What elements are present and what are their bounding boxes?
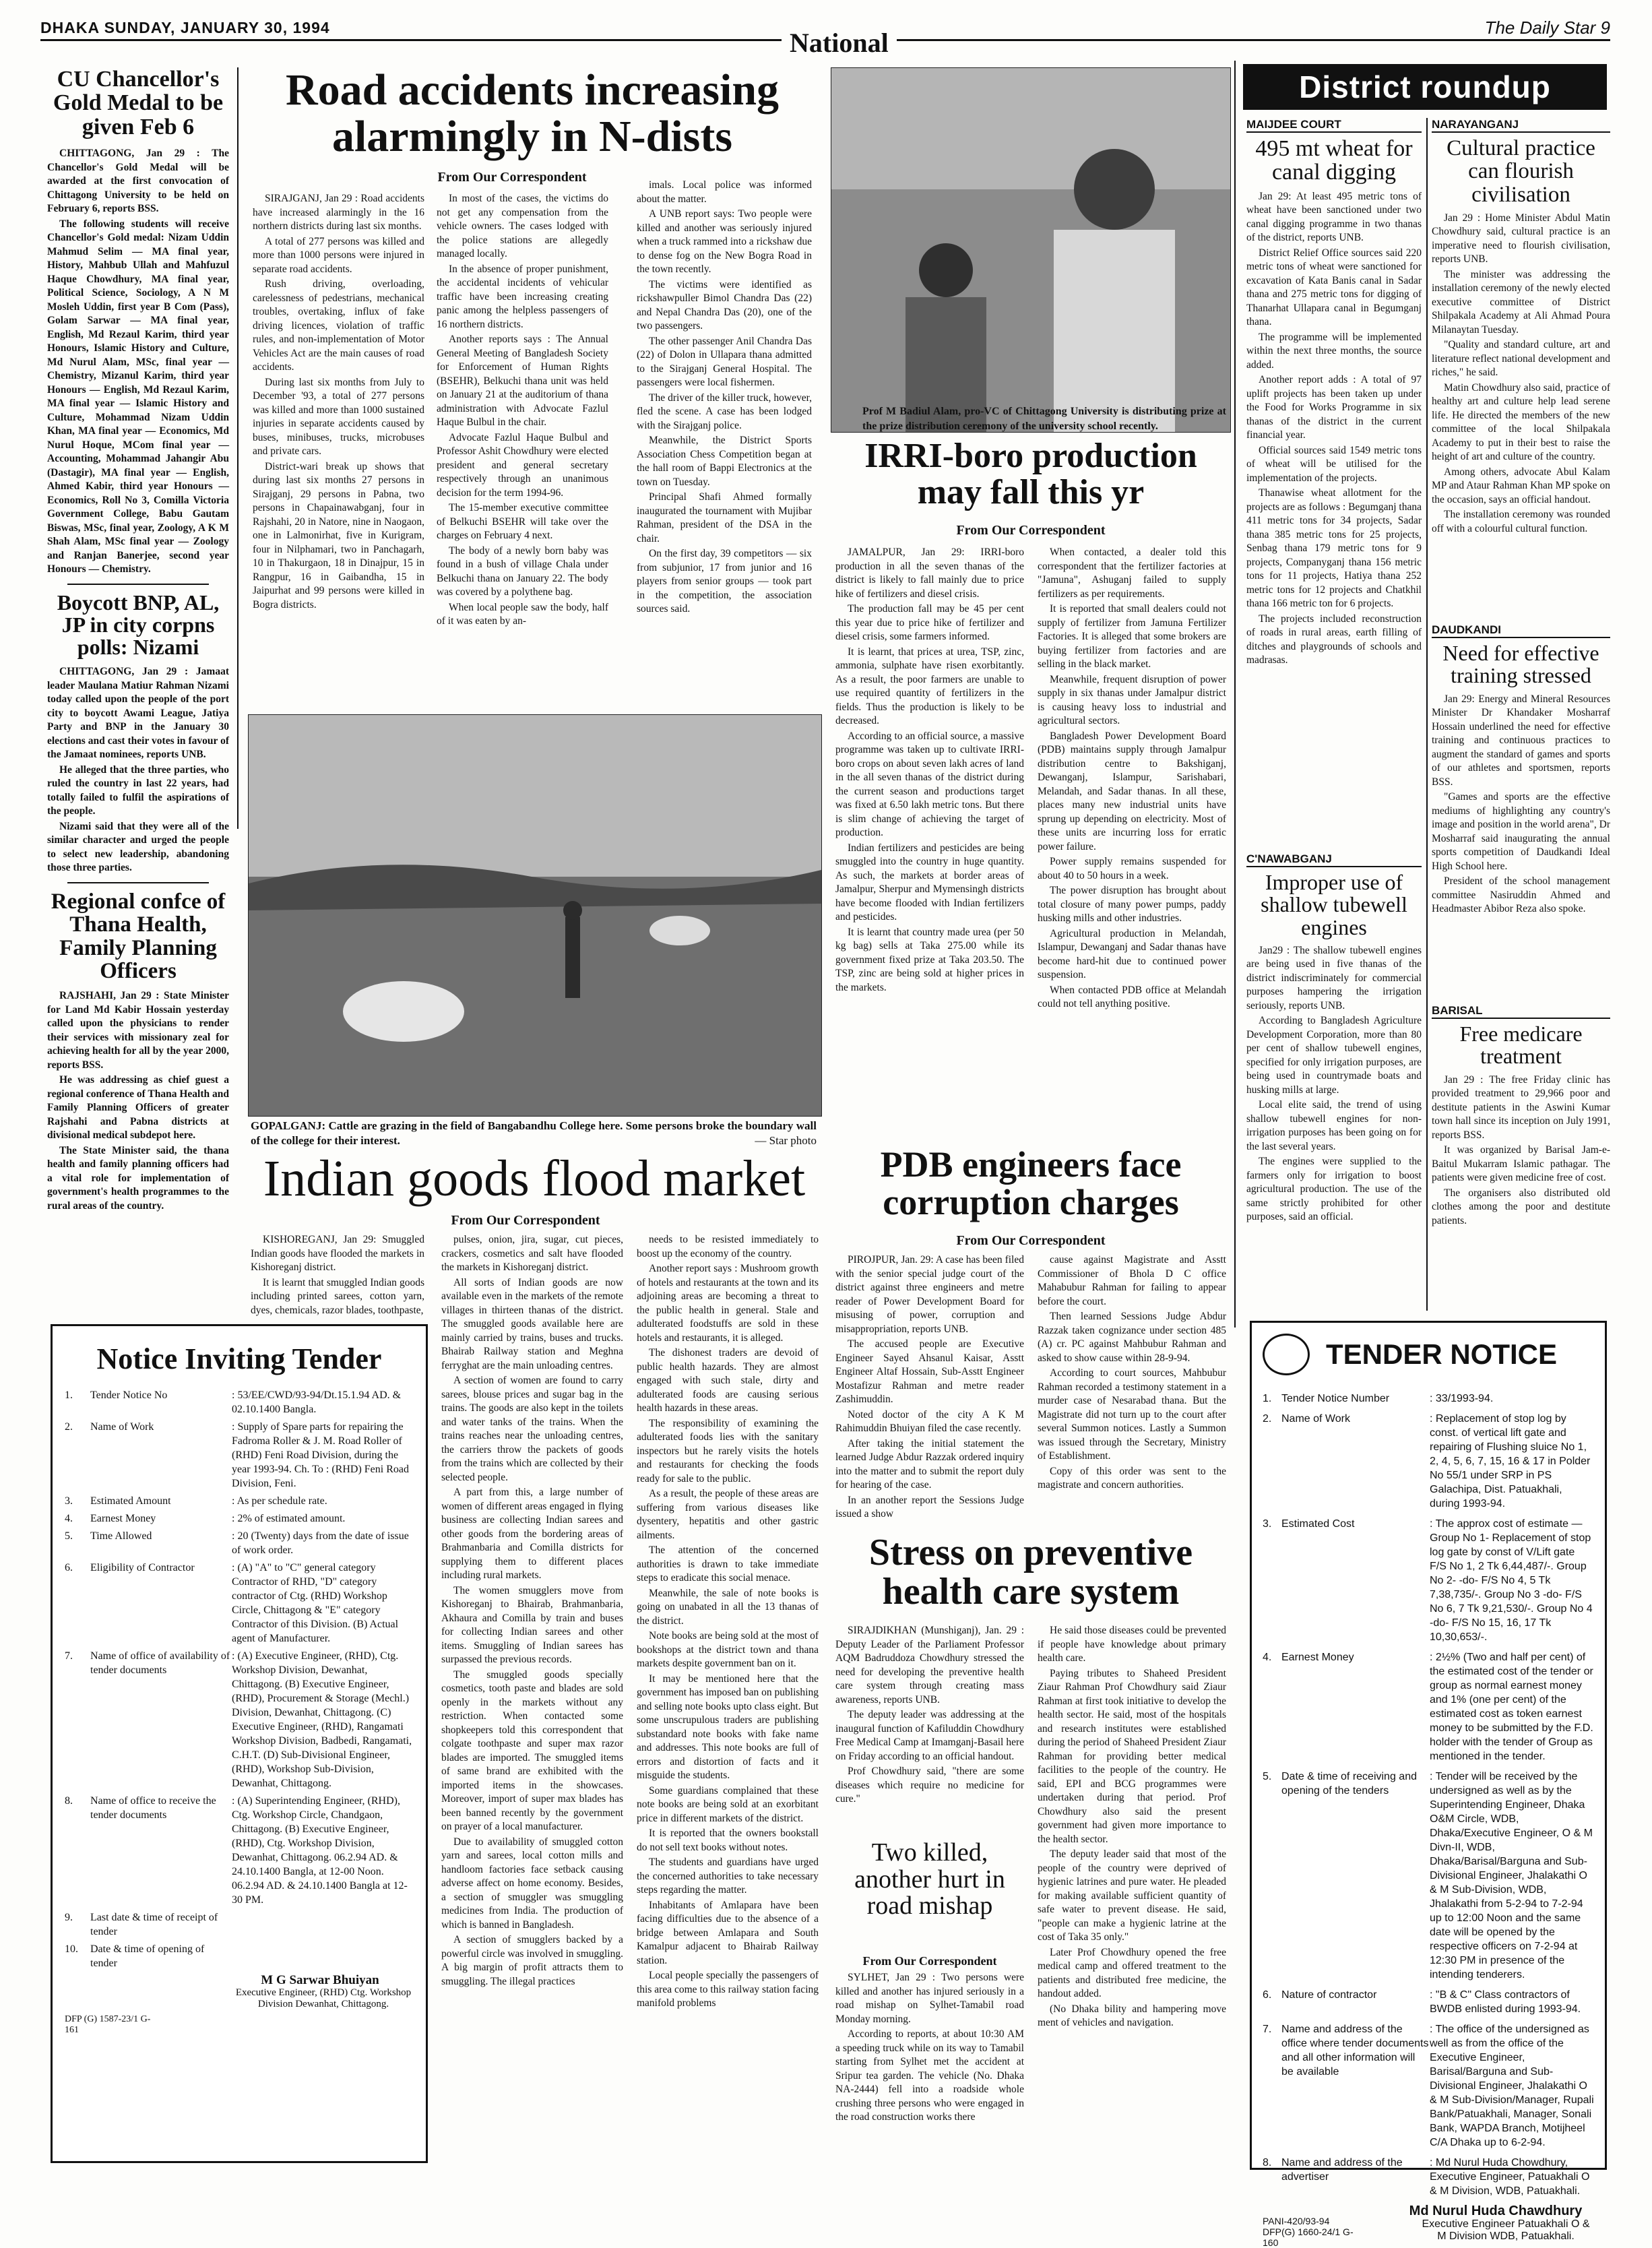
cattle-caption: GOPALGANJ: Cattle are grazing in the field of Bangabandhu College here. Some persons broke the boundary wall of the college for their interest. — Star photo — [251, 1119, 817, 1147]
killed-body: SYLHET, Jan 29 : Two persons were killed and another has injured seriously in a road mishap on Sylhet-Tamabil road Monday morning. According to reports, at about 10:30 AM a speeding truck while on its way to Tamabil starting from Sylhet met the accident at Sripur tea garden. The vehicle (No. Dhaka NA-2444) fell into a roadside whole crushing three persons who were engaged in the road construction works there — [835, 1972, 1024, 2123]
tender2-row — [1263, 1770, 1594, 1982]
tender1-row-value — [232, 1910, 414, 1939]
tender1-title: Notice Inviting Tender — [96, 1342, 382, 1375]
road-col-2: In most of the cases, the victims do not get any compensation from the vehicle owners. The cases lodged with the police stations are allegedly managed locally. In the absence of proper punishment, the accidental incidents of vehicular traffic have been increasing creating panic among the helpless passengers of 16 northern districts. Another reports says : The Annual General Meeting of Bangladesh Society for Enforcement of Human Rights (BSEHR), Belkuchi thana unit was held on January 21 at the auditorium of thana administration with Advocate Fazlul Haque Bulbul in the chair. Advocate Fazlul Haque Bulbul and Professor Ashit Chowdhury were elected president and general secretary respectively through an unanimous decision for the term 1994-96. The 15-member executive committee of Belkuchi BSEHR will take over the charges on February 4 next. The body of a newly born baby was found in a bush of village Chala under Belkuchi thana on January 22. The body was covered by a polythene bag. When local people saw the body, half of it was eaten by an- — [437, 193, 608, 627]
tender1-rows — [65, 1388, 414, 1970]
irri-headline: IRRI-boro production may fall this yr — [864, 437, 1197, 512]
tender1-row-num: 1. — [65, 1389, 73, 1401]
narayanganj-headline: Cultural practice can flourish civilisation — [1447, 136, 1595, 207]
tender1-row — [65, 1529, 414, 1557]
killed-byline: From Our Correspondent — [862, 1954, 997, 1968]
tender1-row-label: Eligibility of Contractor — [90, 1561, 195, 1573]
tender1-row-label: Earnest Money — [90, 1512, 156, 1524]
indian-col-3: needs to be resisted immediately to boost up the economy of the country. Another report says : Mushroom growth of hotels and restaurants at the town and its adjoining areas are becoming a threat to the public health in general. Stale and adulterated foodstuffs are sold in these hotels and restaurants, it is alleged. The dishonest traders are devoid of public health hazards. They are almost engaged with such stale, dirty and adulterated foods are causing serious health hazards in these areas. The responsibility of examining the adulterated foods lies with the sanitary inspectors but he rarely visits the hotels and restaurants for checking the foods ready for sale to the public. As a result, the people of these areas are suffering from various diseases like dysentery, hepatitis and other gastric ailments. The attention of the concerned authorities is drawn to take immediate steps to eradicate this social menace. Meanwhile, the sale of note books is going on unabated in all the 13 thanas of the district. Note books are being sold at the most of bookshops at the district town and thana markets despite government ban on it. It may be mentioned here that the government has imposed ban on publishing and selling note books upto class eight. But some unscrupulous traders are publishing substandard note books with fake name and addresses. This note books are full of errors and distortion of facts and it misguide the students. Some guardians complained that these note books are being sold at an exorbitant price in different markets of the district. It is reported that the owners bookstall do not sell text books without notes. The students and guardians have urged the concerned authorities to take necessary steps regarding the matter. Inhabitants of Amlapara have been facing difficulties due to the absence of a bridge between Amlapara and South Kamalpur adjacent to Bhairab Railway station. Local people specially the passengers of this area come to this railway station facing manifold problems — [637, 1234, 819, 2009]
tender1-row-label: Estimated Amount — [90, 1495, 171, 1507]
tender1-row-value: : (A) Executive Engineer, (RHD), Ctg. Workshop Division, Dewanhat, Chittagong. (B) Executive Engineer, (RHD), Procurement & Storage (Mechl.) Division, Dewanhat, Chittagong. (C) Executive Engineer, (RHD), Rangamati Workshop Division, Badbedi, Rangamati, C.H.T. (D) Sub-Divisional Engineer, (RHD), Workshop Sub-Division, Dewanhat, Chittagong. — [232, 1650, 412, 1789]
masthead — [40, 9, 1610, 58]
tender1-row-value — [232, 1942, 414, 1970]
tender2-row — [1263, 1392, 1594, 1406]
road-byline: From Our Correspondent — [437, 170, 587, 185]
tender1-row-label: Tender Notice No — [90, 1389, 168, 1401]
tender1-row-value: : (A) Superintending Engineer, (RHD), Ctg. Workshop Circle, Chandgaon, Chittagong. (B) Executive Engineer, (RHD), Ctg. Workshop Division, Dewanhat, Chittagong. 06.2.94 AD. & 24.10.1400 Bangla, at 12-00 Noon. 06.2.94 AD. & 24.10.1400 Bangla at 12-30 PM. — [232, 1794, 408, 1906]
barisal-body: Jan 29 : The free Friday clinic has provided treatment to 29,966 poor and destitute patients in the Aswini Kumar town hall since its inception on July 1991, reports BSS. It was organized by Barisal Jam-e-Baitul Mukarram Islamic pathagar. The patients were given medicine free of cost. The organisers also distributed old clothes among the poor and destitute patients. — [1432, 1073, 1610, 1226]
tender2-row-num: 2. — [1263, 1413, 1272, 1425]
tender1-row-value: : 20 (Twenty) days from the date of issue of work order. — [232, 1530, 409, 1556]
daudkandi-headline: Need for effective training stressed — [1442, 641, 1599, 688]
tender2-row-label: Name of Work — [1281, 1413, 1350, 1425]
tender1-row-label: Name of office of availability of tender documents — [90, 1650, 230, 1676]
tender1-row-num: 2. — [65, 1420, 73, 1433]
tender2-row-value: : Tender will be received by the undersigned as well as by the Superintending Engineer, Dhaka O&M Circle, WDB, Dhaka/Executive Engineer, O & M Divn-II, WDB, Dhaka/Barisal/Barguna and Sub-Divisional Engineer, Jhalakathi O & M Sub-Division, WDB, Jhalakathi from 5-2-94 to 7-2-94 up to 12:00 Noon and the same date will be opened by the respective officers on 7-2-94 at 12:30 PM in presence of the intending tenderers. — [1430, 1771, 1593, 1980]
daudkandi-story — [1432, 623, 1610, 982]
irri-col-2: When contacted, a dealer told this correspondent that the fertilizer factories at "Jamuna", Ashuganj failed to supply fertilizers as per requirements. It is reported that small dealers could not supply of fertilizer from Jamuna Fertilizer Factories. It is alleged that some brokers are buying fertilizer from factories and are selling in the black market. Meanwhile, frequent disruption of power supply in six thanas under Jamalpur district is causing heavy loss to industrial and agricultural sectors. Bangladesh Power Development Board (PDB) maintains supply through Jamalpur distribution centre to Bakshiganj, Dewanganj, Islampur, Sarishabari, Melandah, and Sadar thanas. In all these, places many new industrial units have sprung up depending on electricity. Most of these units are incurring loss for erratic power failure. Power supply remains suspended for about 40 to 50 hours in a week. The power disruption has brought about total closure of many power pumps, paddy husking mills and other industries. Agricultural production in Melandah, Islampur, Dewanganj and Sadar thanas have become hard-hit due to continued power suspension. When contacted PDB office at Melandah could not tell anything positive. — [1038, 547, 1226, 1009]
tender1-row-value: : 2% of estimated amount. — [232, 1512, 346, 1524]
regional-headline: Regional confce of Thana Health, Family Planning Officers — [51, 889, 226, 983]
dateline: DHAKA SUNDAY, JANUARY 30, 1994 — [40, 19, 330, 36]
tender1-row-num: 6. — [65, 1561, 73, 1573]
wdb-logo-icon — [1263, 1334, 1310, 1375]
section-title: National — [782, 27, 897, 59]
road-col-3: imals. Local police was informed about the matter. A UNB report says: Two people were killed and another was seriously injured when a truck rammed into a rickshaw due to dense fog on the New Bogra Road in the town recently. The victims were identified as rickshawpuller Bimol Chandra Das (22) and Nepal Chandra Das (20), one of the two passengers. The other passenger Anil Chandra Das (22) of Dolon in Ullapara thana admitted to the Sirajganj General Hospital. The passengers were local fishermen. The driver of the killer truck, however, fled the scene. A case has been lodged with the Sirajganj police. Meanwhile, the District Sports Association Chess Competition began at the hall room of Bappi Electronics at the town on Tuesday. Principal Shafi Ahmed formally inaugurated the tournament with Mujibar Rahman, president of the DSA in the chair. On the first day, 39 competitors — six from subjunior, 17 from junior and 16 players from senior groups — took part in the competition, the association sources said. — [637, 179, 812, 615]
daudkandi-body: Jan 29: Energy and Mineral Resources Minister Dr Khandaker Mosharraf Hossain underlined the need for effective training and continuous practices to augment the standard of games and sports of our athletes and sportsmen, reports BSS. "Games and sports are the effective mediums of highlighting any country's image and position in the world arena", Dr Mosharraf said inaugurating the annual sports competition of Daudkandi Ideal High School here. President of the school management committee Nasiruddin Ahmed and Headmaster Abibor Reza also spoke. — [1432, 693, 1610, 915]
irri-byline: From Our Correspondent — [956, 523, 1106, 538]
tender2-signer: Md Nurul Huda Chawdhury — [1409, 2204, 1583, 2218]
tender1-row — [65, 1794, 414, 1907]
tender1-row-num: 5. — [65, 1530, 73, 1542]
maijdee-story — [1246, 118, 1422, 817]
newspaper-name: The Daily Star 9 — [1484, 18, 1610, 38]
stress-col-2: He said those diseases could be prevented if people have knowledge about primary health care. Paying tributes to Shaheed President Ziaur Rahman Prof Chowdhury said Ziaur Rahman at first took initiative to develop the health sector. He said, most of the hospitals and research institutes were established during the period of Shaheed President Ziaur Rahman for providing better medical facilities to the people of the country. He said, EPI and BCG programmes were undertaken during that period. Prof Chowdhury also said the present government had given more importance to the health sector. The deputy leader said that most of the people of the country were deprived of hygienic latrines and pure water. He pleaded for making available sufficient quantity of safe water to prevent disease. He said, "people can make a hygienic latrine at the cost of Taka 35 only." Later Prof Chowdhury opened the free medical camp and offered treatment to the patients and distributed free medicine, the handout added. (No Dhaka bility and hampering move ment of vehicles and navigation. — [1038, 1625, 1226, 2028]
tender2-rows — [1263, 1392, 1594, 2198]
cu-body: CHITTAGONG, Jan 29 : The Chancellor's Gold Medal will be awarded at the first convocation of Chittagong University to be held on February 6, reports BSS. The following students will receive Chancellor's Gold medal: Nizam Uddin Mahmud Selim — MA final year, History, Mahbub Ullah and Mahfuzul Haque Chowdhury, MA final year, Political Science, Sociology, A N M Mosleh Uddin, first year B Com (Pass), Golam Sarwar — MA final year, English, Md Rezaul Karim, third year Honours, Islamic History and Culture, Md Nurul Alam, MSc, final year — Chemistry, Mizanul Karim, third year Honours — English, Md Rezaul Karim, MA final year — Islamic History and Culture, Mohammad Nizam Uddin Khan, MA final year — Economics, Md Nurul Hoque, MCom final year — Accounting, Mohammad Jahangir Abu (Dastagir), MA final year — English, Ahmed Kabir, third year Honours — Economics, Roll No 3, Comilla Victoria Government College, Babu Gautam Biswas, MSc, final year, Zoology, A K M Shah Alam, MSc final year — Zoology and Ranjan Banerjee, second year Honours — Chemistry. — [47, 148, 229, 575]
tender2-row-label: Tender Notice Number — [1281, 1393, 1390, 1404]
barisal-story — [1432, 1004, 1610, 1255]
tender1-row — [65, 1388, 414, 1416]
tender2-row-label: Nature of contractor — [1281, 1989, 1377, 2001]
tender1-row-num: 10. — [65, 1943, 78, 1955]
tender1-row-label: Name of office to receive the tender documents — [90, 1794, 216, 1821]
prize-photo-illustration — [831, 68, 1230, 432]
boycott-headline: Boycott BNP, AL, JP in city corpns polls: Nizami — [57, 590, 220, 660]
tender1-row-num: 4. — [65, 1512, 73, 1524]
maijdee-body: Jan 29: At least 495 metric tons of wheat have been sanctioned under two canal digging programme in two thanas of the district, reports UNB. District Relief Office sources said 220 metric tons of wheat were sanctioned for excavation of Kata Banis canal in Sadar thana and 275 metric tons for digging of Thanarhat Ullapara canal in Begumganj thana. The programme will be implemented within the next three months, the source added. Another report adds : A total of 97 uplift projects has been taken up under the Food for Works Programme in six thanas of the district in the current financial year. Official sources said 1549 metric tons of wheat will be utilised for the implementation of the projects. Thanawise wheat allotment for the projects are as follows : Begumganj thana 411 metric tons for 34 projects, Sadar thana 385 metric tons for 25 projects, Senbag thana 179 metric tons for 9 projects, Companyganj thana 156 metric tons for 11 projects, Hatiya thana 252 metric tons for 12 projects and Chatkhil thana 166 metric ton for 6 projects. The projects included reconstruction of roads in rural areas, earth filling of ditches and playgrounds of schools and madrasas. — [1246, 190, 1422, 666]
tender2-row — [1263, 1650, 1594, 1763]
tender2-row — [1263, 2022, 1594, 2150]
tender1-row — [65, 1910, 414, 1939]
tender2-row — [1263, 1988, 1594, 2016]
tender1-row-value: : Supply of Spare parts for repairing the Fadroma Roller & J. M. Road Roller of (RHD) Feni Road Division, during the year 1993-94. Ch. To : (RHD) Feni Road Division, Feni. — [232, 1420, 409, 1489]
tender2-title: TENDER NOTICE — [1326, 1338, 1558, 1371]
prize-photo — [831, 67, 1231, 433]
tender1-row-value: : (A) "A" to "C" general category Contractor of RHD, "D" category contractor of Ctg. (RHD) Workshop Circle, Chittagong & "E" category Contractor of this Division. (B) Actual agent of Manufacturer. — [232, 1561, 399, 1644]
tender2-row-num: 8. — [1263, 2157, 1272, 2168]
barisal-place: BARISAL — [1432, 1004, 1610, 1019]
tender2-row-num: 4. — [1263, 1652, 1272, 1663]
cattle-photo-illustration — [249, 715, 821, 1116]
tender1-row — [65, 1494, 414, 1508]
tender-notice — [1250, 1321, 1607, 2248]
tender2-row-label: Name and address of the office where tender documents and all other information will be available — [1281, 2024, 1429, 2078]
tender2-row-num: 7. — [1263, 2024, 1272, 2035]
indian-headline: Indian goods flood market — [263, 1150, 806, 1207]
tender1-row-num: 7. — [65, 1650, 73, 1662]
tender2-row — [1263, 2156, 1594, 2198]
maijdee-place: MAIJDEE COURT — [1246, 118, 1422, 133]
tender2-row-value: : 33/1993-94. — [1430, 1393, 1494, 1404]
tender1-row — [65, 1649, 414, 1790]
pdb-col-2: cause against Magistrate and Asstt Commissioner of Bhola D C office Mahabubur Rahman for failing to appear before the court. Then learned Sessions Judge Abdur Razzak taken cognizance under section 485 (A) cr. PC against Mahbubur Rahman and asked to show cause within 28-9-94. According to court sources, Mahbubur Rahman recorded a testimony statement in a murder case of Nesarabad thana. But the Magistrate did not turn up to the court after several Summon notices. Lastly a Summon was issued through the Secretary, Ministry of Establishment. Copy of this order was sent to the magistrate and concern authorities. — [1038, 1254, 1226, 1491]
tender2-row-num: 1. — [1263, 1393, 1272, 1404]
indian-col-2: pulses, onion, jira, sugar, cut pieces, crackers, cosmetics and salt have flooded the markets in Kishoreganj district. All sorts of Indian goods are now available even in the markets of the remote villages in thirteen thanas of the district. The smuggled goods available here are mainly carried by trains, buses and trucks. Bhairab Railway station and Meghna ferryghat are the main unloading centres. A section of women are found to carry sarees, blouse prices and sugar bag in the trains. The goods are also kept in the toilets and water tanks of the trains. When the trains reaches near the unloading centres, the carriers throw the packets of goods from the trains which are collected by their selected people. A part from this, a large number of women of different areas engaged in flying business are collecting Indian sarees and other goods from the bordering areas of Brahmanbaria and Comilla districts for supplying them to different places including rural markets. The women smugglers move from Kishoreganj to Bhairab, Brahmanbaria, Akhaura and Comilla by train and buses for collecting Indian sarees and other items. Smuggling of Indian sarees has surpassed the previous records. The smuggled goods specially cosmetics, tooth paste and blades are sold openly in the markets without any restriction. When contacted some shopkeepers told this correspondent that colgate toothpaste and super max razor blades are imported. The smuggled items of same brand are exhibited with the imported items in the showcases. Moreover, import of super max blades has been banned recently by the government on prayer of a local manufacturer. Due to availability of smuggled cotton yarn and sarees, local cotton mills and handloom factories face setback causing adverse affect on home economy. Besides, a section of smuggler was smuggling medicines from India. The production of which is banned in Bangladesh. A section of smugglers backed by a powerful circle was involved in smuggling. A big margin of profit attracts them to smuggling. The illegal practices — [441, 1234, 623, 1987]
tender1-signer: M G Sarwar Bhuiyan — [261, 1972, 379, 1987]
irri-col-1: JAMALPUR, Jan 29: IRRI-boro production in all the seven thanas of the district is likely to fall mainly due to price hike of fertilizers and diesel crisis. The production fall may be 45 per cent this year due to price hike of fertilizer and diesel crisis, some farmers informed. It is learnt, that prices at urea, TSP, zinc, ammonia, sulphate have risen exorbitantly. As a result, the poor farmers are unable to use required quantity of fertilizers in the fields. Thus the production is likely to be decreased. According to an official source, a massive programme was taken up to cultivate IRRI-boro crops on about seven lakh acres of land in the all seven thanas of the district during the current season and productions target was fixed at 6.50 lakh metric tons. But there is slim change of achieving the target of production. Indian fertilizers and pesticides are being smuggled into the country in huge quantity. As such, the markets at border areas of Jamalpur, Sherpur and Mymensingh districts have become flooded with Indian fertilizers and pesticides. It is learnt that country made urea (per 50 kg bag) sells at Taka 275.00 while its government fixed prize at Taka 203.50. The TSP, zinc are being sold at higher prices in the markets. — [835, 547, 1024, 993]
maijdee-headline: 495 mt wheat for canal digging — [1255, 136, 1413, 185]
indian-byline: From Our Correspondent — [451, 1213, 600, 1228]
tender1-row — [65, 1511, 414, 1526]
tender1-row-num: 8. — [65, 1794, 73, 1807]
tender1-row-label: Date & time of opening of tender — [90, 1943, 205, 1969]
narayanganj-place: NARAYANGANJ — [1432, 118, 1610, 133]
tender2-row-label: Name and address of the advertiser — [1281, 2157, 1403, 2183]
tender2-signer-title: Executive Engineer Patuakhali O & M Division WDB, Patuakhali. — [1422, 2218, 1590, 2242]
narayanganj-story — [1432, 118, 1610, 582]
pdb-headline: PDB engineers face corruption charges — [880, 1144, 1182, 1223]
prize-caption: Prof M Badiul Alam, pro-VC of Chittagong University is distributing prize at the prize distribution ceremony of the university school recently. — [862, 406, 1226, 432]
nawabganj-body: Jan29 : The shallow tubewell engines are being used in five thanas of the district indiscriminately for commercial purposes hampering the irrigation seriously, reports UNB. According to Bangladesh Agriculture Development Corporation, more than 80 per cent of shallow tubewell engines, specified for only irrigation purposes, are being used in countrymade boats and husking mills at large. Local elite said, the trend of using shallow tubewell engines for non-irrigation purposes has been going on for the last several years. The engines were supplied to the farmers only for irrigation to boost agricultural production. The use of the same strictly prohibited for other purposes, said an official. — [1246, 944, 1422, 1223]
pdb-col-1: PIROJPUR, Jan. 29: A case has been filed with the senior special judge court of the district against three engineers and metre reader of Power Development Board for misusing of power, corruption and misappropriation, reports UNB. The accused people are Executive Engineer Sayed Ahsanul Kaisar, Asstt Engineer Altaf Hossain, Sub-Asstt Engineer Mostafizur Rahman and metre reader Zashimuddin. Noted doctor of the city A K M Rahimuddin Bhuiyan filed the case recently. After taking the initial statement the learned Judge Abdur Razzak ordered inquiry into the matter and to submit the report duly for hearing of the case. In an another report the Sessions Judge issued a show — [835, 1254, 1024, 1520]
tender1-signer-title: Executive Engineer, (RHD) Ctg. Workshop Division Dewanhat, Chittagong. — [235, 1987, 412, 2009]
road-col-1: SIRAJGANJ, Jan 29 : Road accidents have increased alarmingly in the 16 northern districts during last six months. A total of 277 persons was killed and more than 1000 persons were injured in separate road accidents. Rush driving, overloading, carelessness of pedestrians, mechanical troubles, overtaking, influx of fake driving licences, violation of traffic rules, and non-implementation of Motor Vehicles Act are the main causes of road accidents. During last six months from July to December '93, a total of 277 persons was killed and more than 1000 sustained injuries in separate accidents caused by buses, minibuses, trucks, microbuses and private cars. District-wari break up shows that during last six months 27 persons in Sirajganj, 29 persons in Pabna, two persons in Chapainawabganj, four in Rajshahi, 20 in Natore, nine in Naogaon, one in Lalmonirhat, five in Kurigram, four in Nilphamari, two in Panchagarh, 10 in Thakurgaon, 18 in Dinajpur, 15 in Rangpur, 16 in Gaibandha, 15 in Jaipurhat and 99 persons were killed in Bogra districts. — [253, 193, 424, 611]
notice-inviting-tender — [51, 1324, 428, 2163]
tender2-ref: PANI-420/93-94 DFP(G) 1660-24/1 G-160 — [1263, 2215, 1354, 2248]
nawabganj-place: C'NAWABGANJ — [1246, 852, 1422, 867]
tender2-row-num: 6. — [1263, 1989, 1272, 2001]
tender2-row-num: 3. — [1263, 1518, 1272, 1530]
tender2-row-value: : The office of the undersigned as well as from the office of the Executive Engineer, Barisal/Barguna and Sub-Divisional Engineer, Jhalakathi O & M Sub-Division/Manager, Rupali Bank/Patuakhali, Manager, Sonali Bank, WAPDA Branch, Motijheel C/A Dhaka up to 6-2-94. — [1430, 2024, 1594, 2148]
cattle-photo — [248, 714, 822, 1117]
tender2-row-value: : Replacement of stop log by const. of vertical lift gate and repairing of Flushing sluice No 1, 2, 4, 5, 6, 7, 15, 16 & 17 in Polder No 55/1 under SRP in PS Galachipa, Dist. Patuakhali, during 1993-94. — [1430, 1413, 1591, 1509]
barisal-headline: Free medicare treatment — [1459, 1022, 1583, 1069]
left-column — [47, 67, 229, 1214]
nawabganj-headline: Improper use of shallow tubewell engines — [1261, 870, 1407, 939]
regional-body: RAJSHAHI, Jan 29 : State Minister for Land Md Kabir Hossain yesterday called upon the physicians to render their services with missionary zeal for achieving health for all by the year 2000, reports BSS. He was addressing as chief guest a regional conference of Thana Health and Family Planning Officers of greater Rajshahi and Pabna districts at divisional medical subdepot here. The State Minister said, the thana health and family planning officers had a vital role for implementation of government's health programmes to the rural areas of the country. — [47, 990, 229, 1212]
tender1-row-num: 3. — [65, 1495, 73, 1507]
stress-headline: Stress on preventive health care system — [868, 1532, 1193, 1613]
narayanganj-body: Jan 29 : Home Minister Abdul Matin Chowdhury said, cultural practice is an imperative need to flourish civilisation, reports UNB. The minister was addressing the installation ceremony of the newly elected executive committee of District Shilpakala Academy at Ali Ahmad Poura Milanaytan Tuesday. "Quality and standard culture, art and literature reflect national development and riches," he said. Matin Chowdhury also said, practice of healthy art and culture help lead serene life. He directed the members of the new committee of the local Shilpakala Academy to put in their best to raise the height of art and culture of the country. Among others, advocate Abul Kalam MP and Ataur Rahman Khan MP spoke on the occasion, says an official handout. The installation ceremony was rounded off with a colourful cultural function. — [1432, 212, 1610, 534]
tender1-row — [65, 1942, 414, 1970]
stress-col-1: SIRAJDIKHAN (Munshiganj), Jan. 29 : Deputy Leader of the Parliament Professor AQM Badruddoza Chowdhury stressed the need for developing the preventive health care system through creating mass awareness, reports UNB. The deputy leader was addressing at the inaugural function of Kafiluddin Chowdhury Free Medical Camp at Imamganj-Basail here on Friday according to an official handout. Prof Chowdhury said, "there are some diseases which require no medicine for cure." — [835, 1625, 1024, 1805]
tender2-row — [1263, 1412, 1594, 1511]
nawabganj-story — [1246, 852, 1422, 1281]
tender1-row-label: Name of Work — [90, 1420, 154, 1433]
tender1-row-value: : As per schedule rate. — [232, 1495, 327, 1507]
tender2-row-value: : 2½% (Two and half per cent) of the estimated cost of the tender or group as normal earnest money and 1% (one per cent) of the estimated cost as token earnest money to be submitted by the F.D. holder with the tender of Group as mentioned in the tender. — [1430, 1652, 1593, 1762]
tender2-row-label: Date & time of receiving and opening of the tenders — [1281, 1771, 1417, 1797]
road-headline: Road accidents increasing alarmingly in N-dists — [285, 65, 780, 161]
tender2-row-value: : Md Nurul Huda Chowdhury, Executive Engineer, Patuakhali O & M Division, WDB, Patuakhali. — [1430, 2157, 1590, 2197]
tender2-row-label: Estimated Cost — [1281, 1518, 1355, 1530]
tender2-row-value: : "B & C" Class contractors of BWDB enlisted during 1993-94. — [1430, 1989, 1581, 2015]
cu-headline: CU Chancellor's Gold Medal to be given Feb 6 — [53, 67, 224, 139]
indian-col-1: KISHOREGANJ, Jan 29: Smuggled Indian goods have flooded the markets in Kishoreganj district. It is learnt that smuggled Indian goods including printed sarees, cotton yarn, dyes, chemicals, razor blades, toothpaste, — [251, 1234, 424, 1316]
tender2-row — [1263, 1517, 1594, 1644]
boycott-body: CHITTAGONG, Jan 29 : Jamaat leader Maulana Matiur Rahman Nizami today called upon the people of the port city to boycott Awami League, Jatiya Party and BNP in the January 30 elections and cast their votes in favour of the Jamaat nominees, reports UNB. He alleged that the three parties, who ruled the country in last 22 years, had totally failed to fulfil the aspirations of the people. Nizami said that they were all of the similar character and urged the people to select new leadership, abandoning those three parties. — [47, 666, 229, 874]
tender2-row-value: : The approx cost of estimate — Group No 1- Replacement of stop log gate by const of V/Lift gate F/S No 1, 2 Tk 6,44,487/-. Group No 2- -do- F/S No 4, 5 Tk 7,38,735/-. Group No 3 -do- F/S No 6, 7 Tk 9,21,530/-. Group No 4 -do- F/S No 15, 16, 17 Tk 10,30,653/-. — [1430, 1518, 1593, 1643]
tender1-ref: DFP (G) 1587-23/1 G-161 — [65, 2013, 151, 2035]
district-roundup-banner: District roundup — [1243, 64, 1607, 110]
tender2-row-num: 5. — [1263, 1771, 1272, 1782]
tender1-row-value: : 53/EE/CWD/93-94/Dt.15.1.94 AD. & 02.10.1400 Bangla. — [232, 1389, 402, 1415]
killed-headline: Two killed, another hurt in road mishap — [854, 1838, 1005, 1921]
tender1-row-num: 9. — [65, 1911, 73, 1923]
tender1-row — [65, 1561, 414, 1646]
tender1-row — [65, 1420, 414, 1491]
daudkandi-place: DAUDKANDI — [1432, 623, 1610, 638]
tender1-row-label: Last date & time of receipt of tender — [90, 1911, 218, 1937]
pdb-byline: From Our Correspondent — [956, 1233, 1106, 1248]
tender1-row-label: Time Allowed — [90, 1530, 152, 1542]
tender2-row-label: Earnest Money — [1281, 1652, 1354, 1663]
